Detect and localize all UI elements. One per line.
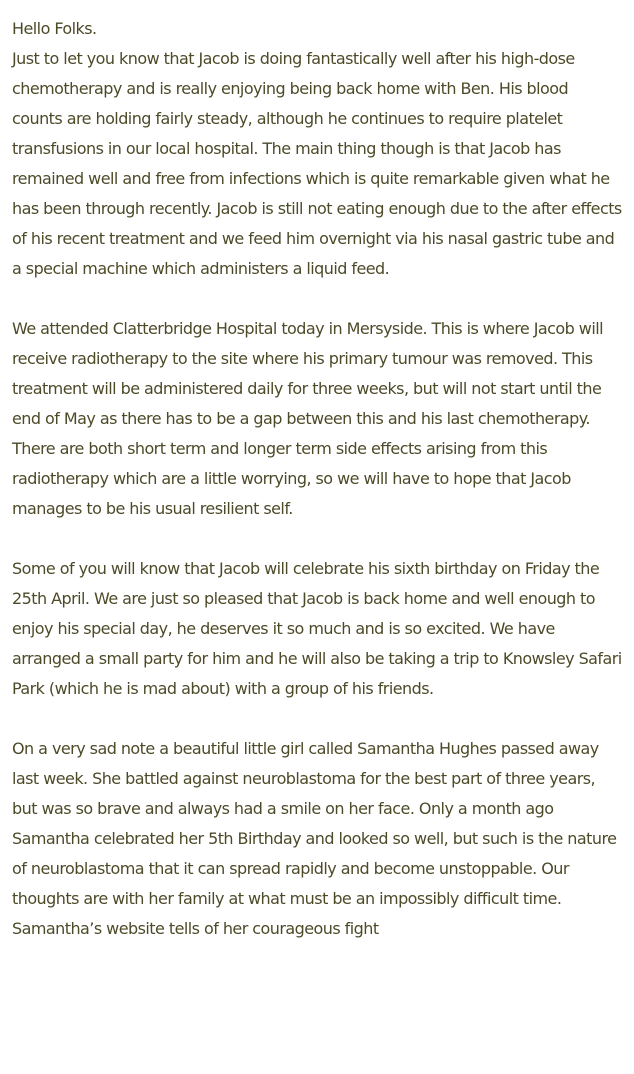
post-paragraph-birthday: Some of you will know that Jacob will celebrate his sixth birthday on Friday the 25th April. We are just so pleased that Jacob is back home and well enough to enjoy his special day, he deserves it so much and is so excited. We have arranged a small party for him and he will also be taking a trip to Knowsley Safari Park (which he is mad about) with a group of his friends. <box>12 559 622 698</box>
post-paragraph-samantha: On a very sad note a beautiful little girl called Samantha Hughes passed away last week. She battled against neuroblastoma for the best part of three years, but was so brave and always had a smile on her face. Only a month ago Samantha celebrated her 5th Birthday and looked so well, but such is the nature of neuroblastoma that it can spread rapidly and become unstoppable. Our thoughts are with her family at what must be an impossibly difficult time. Samantha’s website tells of her courageous fight <box>12 739 617 938</box>
post-greeting: Hello Folks. <box>12 19 97 38</box>
post-paragraph-radiotherapy: We attended Clatterbridge Hospital today in Mersyside. This is where Jacob will receive radiotherapy to the site where his primary tumour was removed. This treatment will be administered daily for three weeks, but will not start until the end of May as there has to be a gap between this and his last chemotherapy. There are both short term and longer term side effects arising from this radiotherapy which are a little worrying, so we will have to hope that Jacob manages to be his usual resilient self. <box>12 319 604 518</box>
post-paragraph-treatment-update: Just to let you know that Jacob is doing fantastically well after his high-dose chemotherapy and is really enjoying being back home with Ben. His blood counts are holding fairly steady, although he continues to require platelet transfusions in our local hospital. The main thing though is that Jacob has remained well and free from infections which is quite remarkable given what he has been through recently. Jacob is still not eating enough due to the after effects of his recent treatment and we feed him overnight via his nasal gastric tube and a special machine which administers a liquid feed. <box>12 49 622 278</box>
